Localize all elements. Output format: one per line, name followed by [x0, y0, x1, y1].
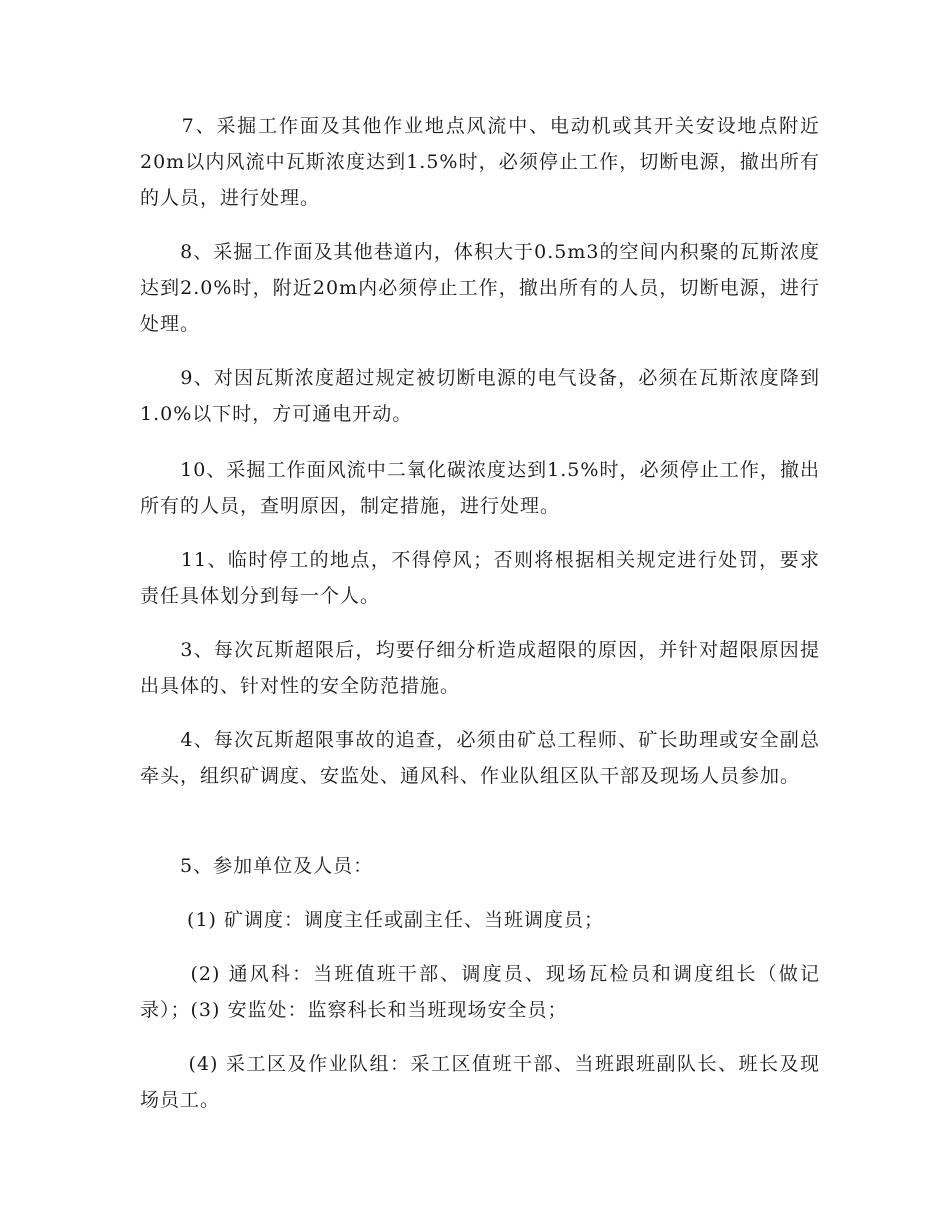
- list-item-1: [140, 902, 820, 938]
- paragraph-text: (1) 矿调度：调度主任或副主任、当班调度员；: [140, 909, 604, 931]
- paragraph-text: 11、临时停工的地点，不得停风；否则将根据相关规定进行处罚，要求责任具体划分到每一个人。: [140, 549, 820, 607]
- paragraph-text: 9、对因瓦斯浓度超过规定被切断电源的电气设备，必须在瓦斯浓度降到1.0%以下时，方可通电开动。: [140, 367, 820, 425]
- paragraph-text: (2) 通风科：当班值班干部、调度员、现场瓦检员和调度组长（做记录）；(3) 安监处：监察科长和当班现场安全员；: [140, 963, 820, 1021]
- list-item-4: [140, 1046, 820, 1118]
- paragraph-10: [140, 452, 820, 524]
- paragraph-11: [140, 542, 820, 614]
- paragraph-text: 4、每次瓦斯超限事故的追查，必须由矿总工程师、矿长助理或安全副总牵头，组织矿调度、安监处、通风科、作业队组区队干部及现场人员参加。: [140, 729, 820, 787]
- paragraph-5: [140, 848, 820, 884]
- paragraph-7: [140, 108, 820, 216]
- paragraph-text: 10、采掘工作面风流中二氧化碳浓度达到1.5%时，必须停止工作，撤出所有的人员，查明原因，制定措施，进行处理。: [140, 459, 820, 517]
- paragraph-9: [140, 360, 820, 432]
- paragraph-text: 3、每次瓦斯超限后，均要仔细分析造成超限的原因，并针对超限原因提出具体的、针对性的安全防范措施。: [140, 639, 820, 697]
- paragraph-text: 5、参加单位及人员：: [140, 855, 374, 877]
- list-item-2-3: [140, 956, 820, 1028]
- paragraph-text: (4) 采工区及作业队组：采工区值班干部、当班跟班副队长、班长及现场员工。: [140, 1053, 820, 1111]
- paragraph-3: [140, 632, 820, 704]
- paragraph-text: 8、采掘工作面及其他巷道内，体积大于0.5m3的空间内积聚的瓦斯浓度达到2.0%时，附近20m内必须停止工作，撤出所有的人员，切断电源，进行处理。: [140, 241, 820, 335]
- paragraph-4: [140, 722, 820, 794]
- paragraph-8: [140, 234, 820, 342]
- paragraph-text: 7、采掘工作面及其他作业地点风流中、电动机或其开关安设地点附近20m以内风流中瓦斯浓度达到1.5%时，必须停止工作，切断电源，撤出所有的人员，进行处理。: [140, 115, 820, 209]
